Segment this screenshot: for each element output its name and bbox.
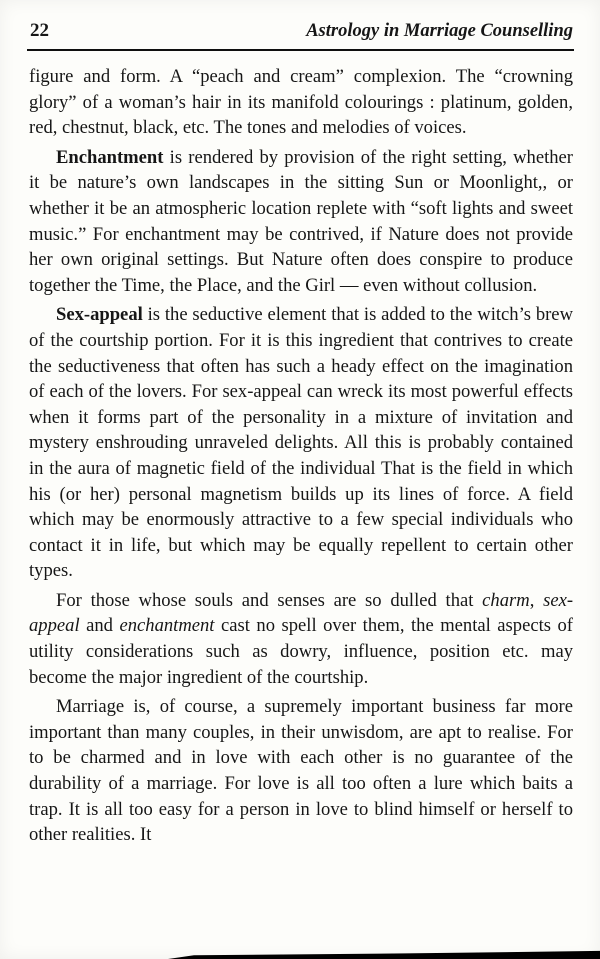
emphasized-word: charm [482, 589, 530, 611]
paragraph-lead-word: Enchantment [56, 146, 164, 168]
emphasized-word: enchantment [119, 615, 215, 637]
paragraph-text: is the seductive element that is added to the witch’s brew of the courtship portion. For it is this ingredient that contrives to create the seductiveness that often has such a heady effect on the imagination of each of the lovers. For sex-appeal can wreck its most powerful effects when it forms part of the personality in a mixture of invitation and mystery enshrouding unraveled delights. All this is probably contained in the aura of magnetic field of the individual That is the field in which his (or her) personal magnetism builds up its lines of force. A field which may be enormously attractive to a few special individuals who contact it in life, but which may be equally repellent to certain other types. [29, 304, 573, 582]
running-title: Astrology in Marriage Counselling [306, 21, 573, 41]
paragraph [29, 588, 573, 690]
emphasized-word: sex-appeal [29, 589, 574, 637]
paragraph-text: Marriage is, of course, a supremely important business far more important than many couples, in their unwisdom, are apt to realise. For to be charmed and in love with each other is no guarantee of the durability of a marriage. For love is all too often a lure which baits a trap. It is all too easy for a person in love to blind himself or herself to other realities. It [29, 696, 573, 846]
page-header [0, 0, 600, 42]
paragraph-text: cast no spell over them, the mental aspects of utility considerations such as dowry, influence, position etc. may become the major ingredient of the courtship. [29, 615, 573, 688]
paragraph-text: For those whose souls and senses are so dulled that [56, 589, 483, 611]
paragraph-text: figure and form. A “peach and cream” complexion. The “crowning glory” of a woman’s hair in its manifold colourings : platinum, golden, red, chestnut, black, etc. The tones and melodies of voices. [29, 66, 573, 139]
paragraph [29, 694, 573, 848]
paragraph [29, 145, 573, 299]
body-text [0, 51, 600, 848]
page-number: 22 [30, 20, 49, 41]
scan-artifact [168, 950, 600, 959]
paragraph [29, 64, 573, 141]
paragraph-text: and [79, 615, 120, 637]
paragraph-text: is rendered by provision of the right setting, whether it be nature’s own landscapes in the sitting Sun or Moonlight,, or whether it be an atmospheric location replete with “soft lights and sweet music.” For enchantment may be contrived, if Nature does not provide her own original settings. But Nature often does conspire to produce together the Time, the Place, and the Girl — even without collusion. [29, 146, 573, 296]
paragraph-lead-word: Sex-appeal [56, 304, 143, 326]
paragraph [29, 302, 573, 584]
paragraph-text: , [529, 589, 544, 611]
